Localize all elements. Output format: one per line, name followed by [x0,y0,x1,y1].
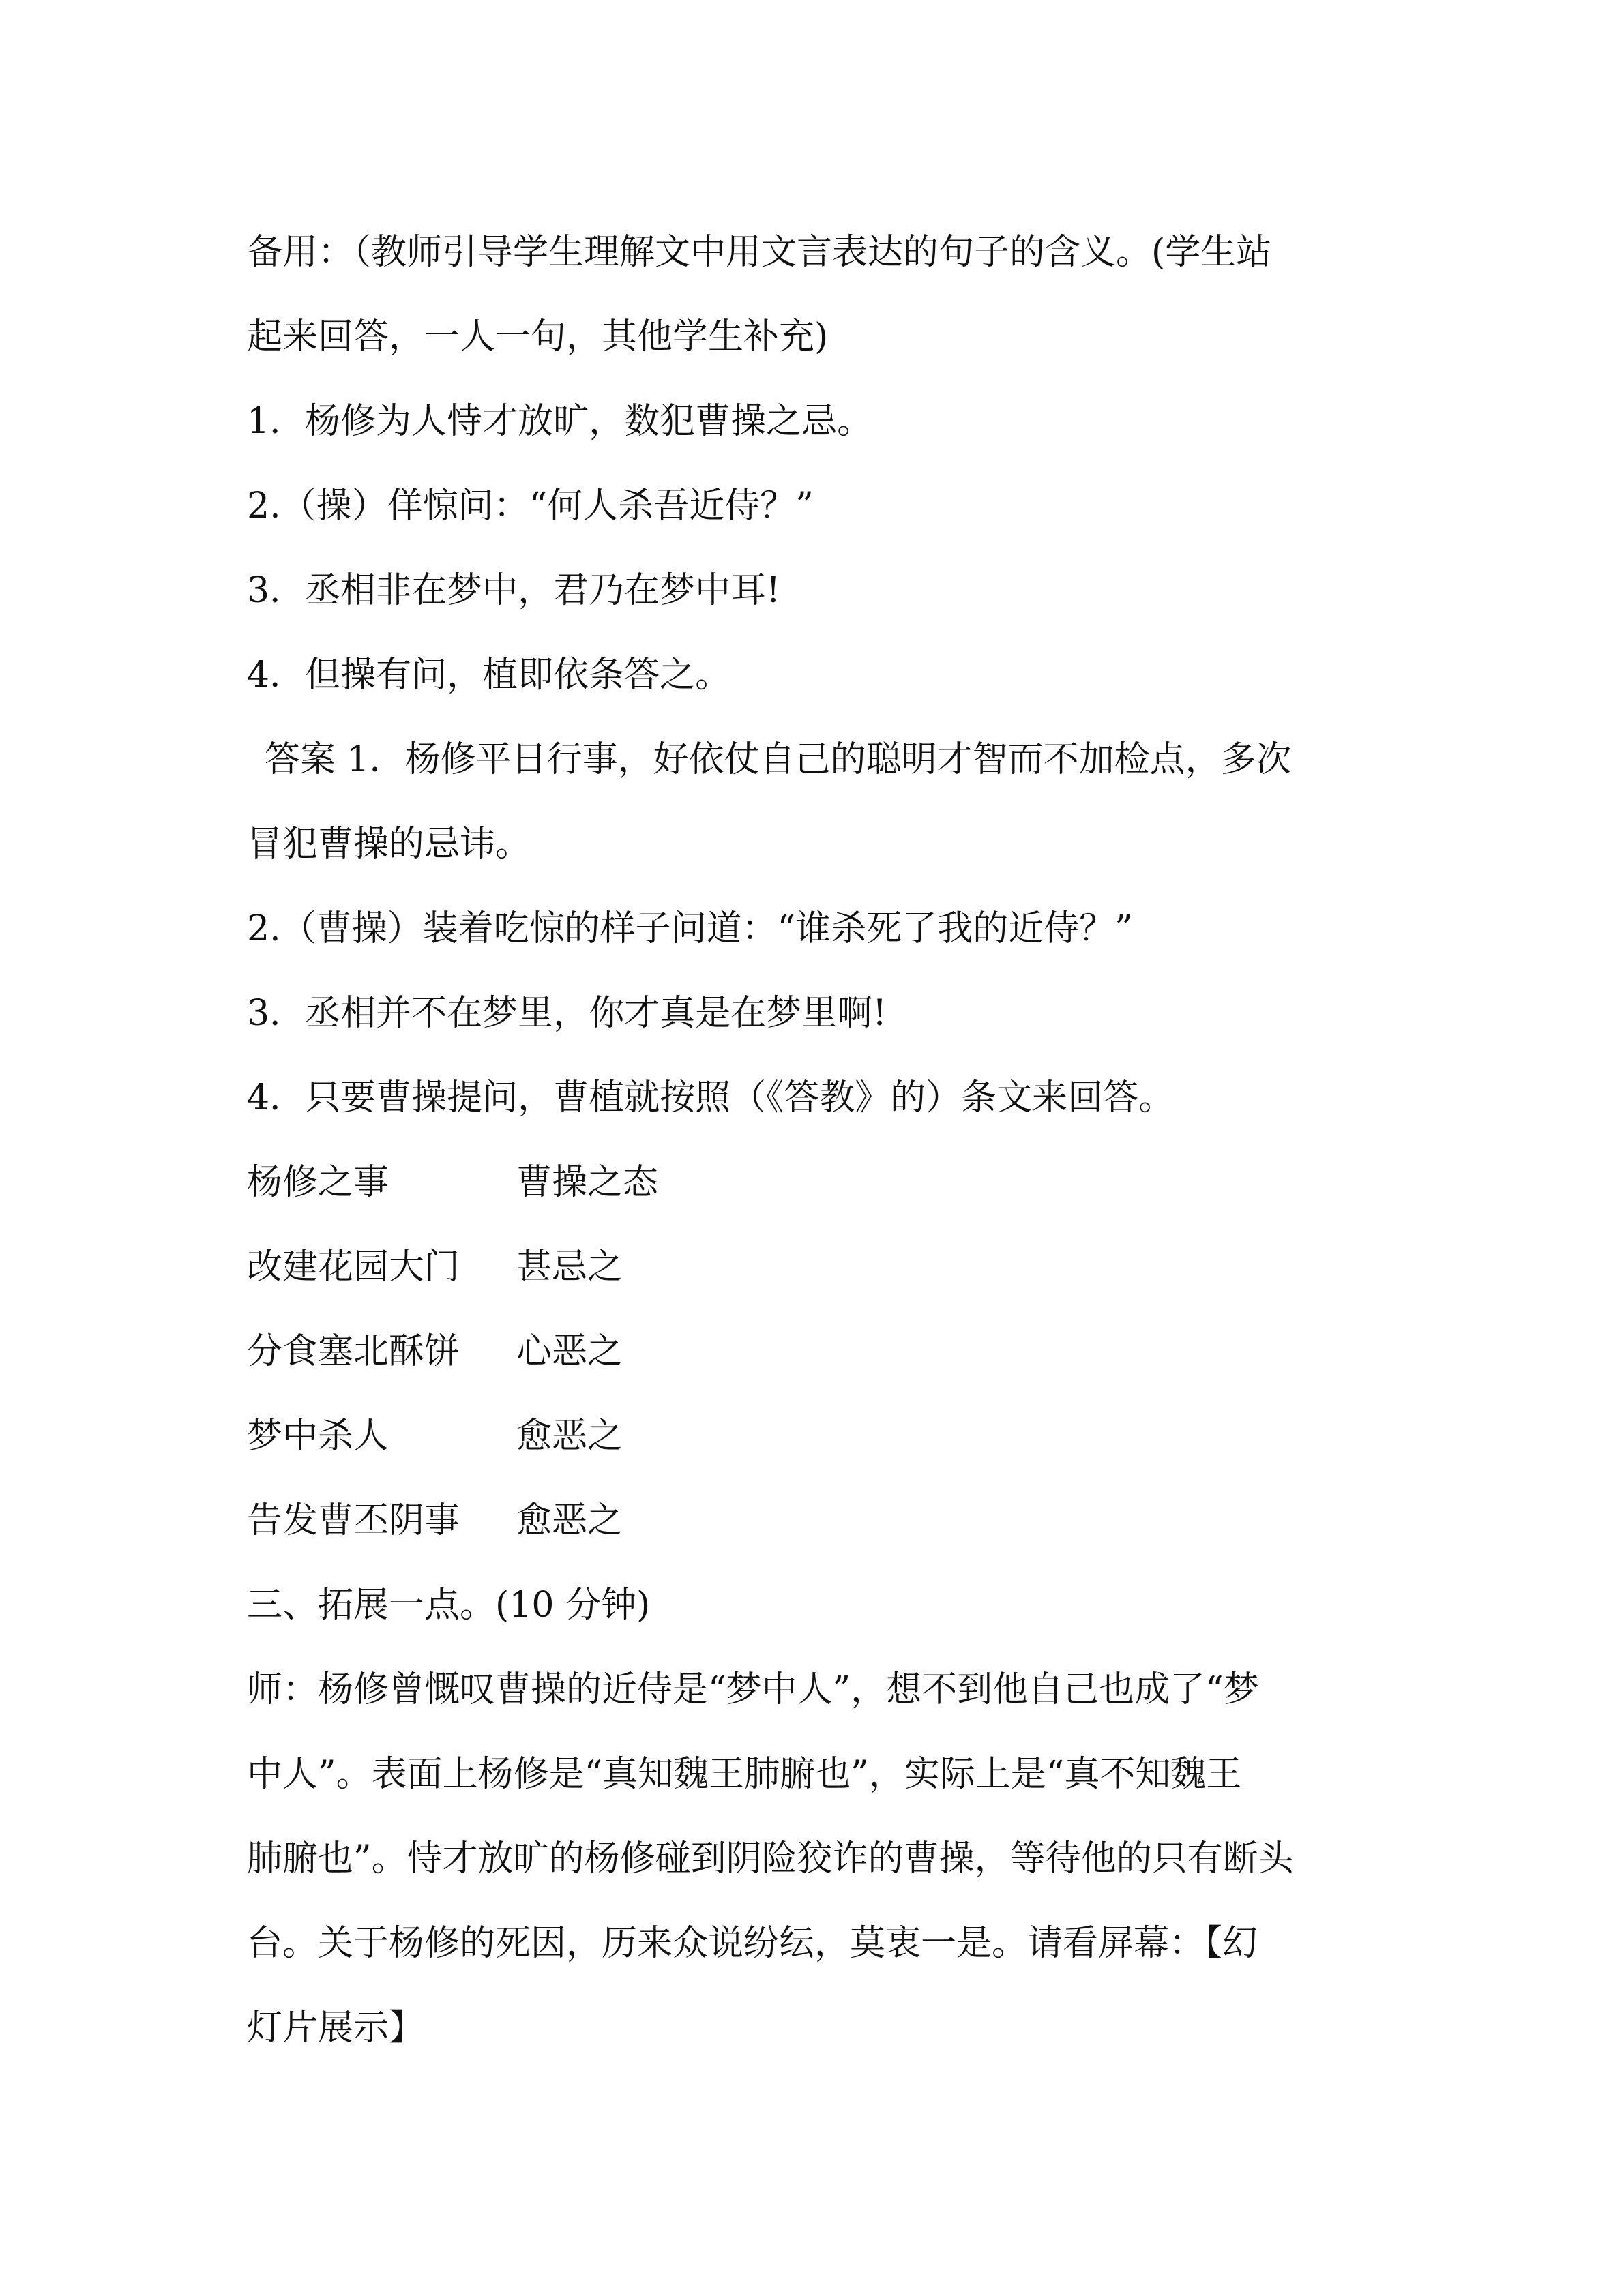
table-header-cell: 杨修之事 [247,1162,389,1203]
question-item: 3．丞相非在梦中，君乃在梦中耳! [247,570,780,611]
question-item: 1．杨修为人恃才放旷，数犯曹操之忌。 [247,401,873,442]
answer-item: 4．只要曹操提问，曹植就按照（《答教》的）条文来回答。 [247,1077,1175,1118]
paragraph-line: 师：杨修曾慨叹曹操的近侍是“梦中人”，想不到他自己也成了“梦 [247,1669,1259,1710]
section-heading: 三、拓展一点。(10 分钟) [247,1585,651,1626]
answer-item: 2.（曹操）装着吃惊的样子问道：“谁杀死了我的近侍？” [247,908,1133,949]
table-cell: 愈恶之 [516,1500,623,1541]
answer-line: 答案 1．杨修平日行事，好依仗自己的聪明才智而不加检点，多次 [265,739,1292,780]
paragraph-line: 肺腑也”。恃才放旷的杨修碰到阴险狡诈的曹操，等待他的只有断头 [247,1838,1294,1879]
table-row [247,1225,1393,1309]
text-line: 起来回答，一人一句，其他学生补充) [247,316,829,357]
table-cell: 改建花园大门 [247,1247,460,1287]
table-row [247,1309,1393,1394]
document-body [247,210,1393,2070]
paragraph-line: 灯片展示】 [247,2008,425,2048]
answer-line: 冒犯曹操的忌讳。 [247,824,531,865]
paragraph-line: 中人”。表面上杨修是“真知魏王肺腑也”，实际上是“真不知魏王 [247,1754,1242,1795]
table-cell: 心恶之 [516,1331,623,1372]
table-cell: 告发曹丕阴事 [247,1500,460,1541]
question-item: 2.（操）佯惊问：“何人杀吾近侍？” [247,486,814,526]
table-row [247,1394,1393,1478]
text-line: 备用：（教师引导学生理解文中用文言表达的句子的含义。(学生站 [247,232,1272,273]
paragraph-line: 台。关于杨修的死因，历来众说纷纭，莫衷一是。请看屏幕：【幻 [247,1923,1258,1964]
table-header-cell: 曹操之态 [516,1162,659,1203]
question-item: 4．但操有问，植即依条答之。 [247,655,731,696]
table-cell: 甚忌之 [516,1247,623,1287]
table-cell: 愈恶之 [516,1416,623,1457]
table-cell: 梦中杀人 [247,1416,389,1457]
answer-item: 3．丞相并不在梦里，你才真是在梦里啊! [247,993,887,1034]
table-row [247,1478,1393,1563]
table-cell: 分食塞北酥饼 [247,1331,460,1372]
table-header-row [247,1140,1393,1225]
